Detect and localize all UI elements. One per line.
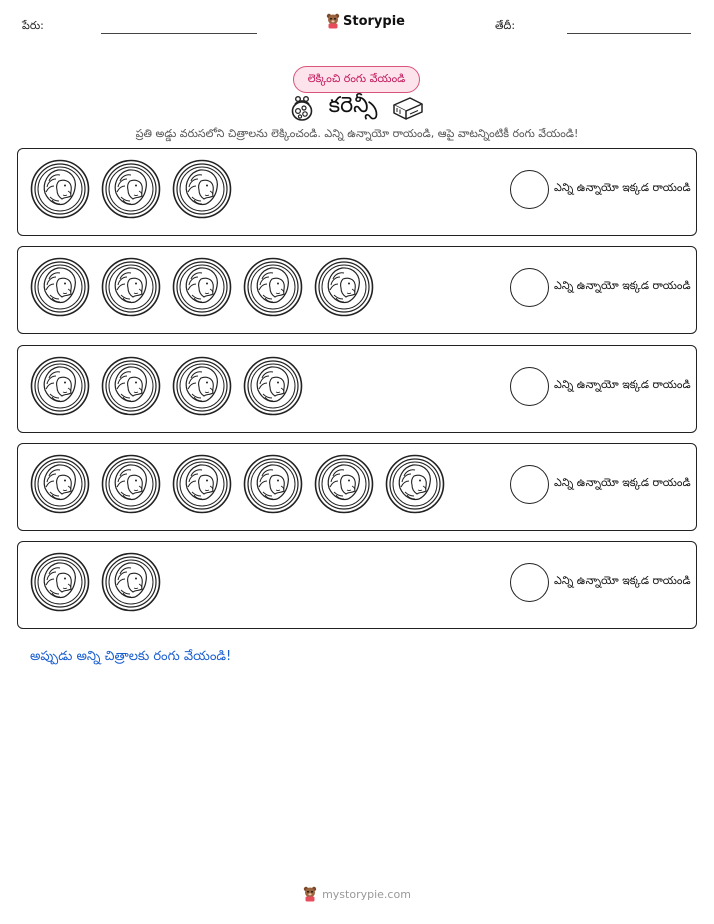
lion-coin-icon[interactable] — [30, 159, 90, 219]
activity-type-badge: లెక్కించి రంగు వేయండి — [293, 66, 420, 93]
lion-coin-icon[interactable] — [30, 552, 90, 612]
lion-coin-icon[interactable] — [172, 159, 232, 219]
lion-coin-icon[interactable] — [172, 454, 232, 514]
coin-group — [30, 257, 374, 317]
banknote-bundle-icon — [391, 95, 425, 121]
coloring-reminder: అప్పుడు అన్ని చిత్రాలకు రంగు వేయండి! — [30, 649, 232, 664]
answer-circle[interactable] — [510, 367, 549, 406]
coin-group — [30, 552, 161, 612]
worksheet-header — [0, 0, 714, 50]
worksheet-title-row — [0, 92, 714, 124]
coin-purse-icon — [289, 94, 315, 122]
lion-coin-icon[interactable] — [314, 257, 374, 317]
lion-coin-icon[interactable] — [101, 552, 161, 612]
counting-row-5 — [17, 541, 697, 629]
answer-circle[interactable] — [510, 465, 549, 504]
lion-coin-icon[interactable] — [243, 257, 303, 317]
counting-row-2 — [17, 246, 697, 334]
answer-prompt: ఎన్ని ఉన్నాయో ఇక్కడ రాయండి — [554, 574, 691, 587]
counting-row-1 — [17, 148, 697, 236]
lion-coin-icon[interactable] — [385, 454, 445, 514]
lion-coin-icon[interactable] — [243, 454, 303, 514]
lion-coin-icon[interactable] — [30, 454, 90, 514]
counting-row-3 — [17, 345, 697, 433]
answer-prompt: ఎన్ని ఉన్నాయో ఇక్కడ రాయండి — [554, 476, 691, 489]
date-label: తేదీ: — [495, 19, 516, 32]
lion-coin-icon[interactable] — [101, 454, 161, 514]
worksheet-instructions: ప్రతి అడ్డు వరుసలోని చిత్రాలను లెక్కించండి. ఎన్ని ఉన్నాయో రాయండి, ఆపై వాటన్నింటికీ రంగు వేయండి! — [135, 127, 579, 140]
lion-coin-icon[interactable] — [30, 356, 90, 416]
lion-coin-icon[interactable] — [101, 159, 161, 219]
answer-circle[interactable] — [510, 170, 549, 209]
storypie-bear-icon — [303, 886, 317, 902]
brand-logo — [326, 13, 405, 29]
site-url: mystorypie.com — [322, 887, 411, 901]
coin-group — [30, 159, 232, 219]
name-label: పేరు: — [22, 19, 44, 32]
worksheet-title: కరెన్సీ — [328, 93, 378, 118]
answer-prompt: ఎన్ని ఉన్నాయో ఇక్కడ రాయండి — [554, 279, 691, 292]
answer-circle[interactable] — [510, 563, 549, 602]
lion-coin-icon[interactable] — [172, 257, 232, 317]
lion-coin-icon[interactable] — [172, 356, 232, 416]
counting-row-4 — [17, 443, 697, 531]
site-footer — [0, 886, 714, 902]
lion-coin-icon[interactable] — [101, 356, 161, 416]
date-line — [567, 33, 691, 34]
answer-prompt: ఎన్ని ఉన్నాయో ఇక్కడ రాయండి — [554, 378, 691, 391]
lion-coin-icon[interactable] — [101, 257, 161, 317]
coin-group — [30, 356, 303, 416]
answer-circle[interactable] — [510, 268, 549, 307]
name-line — [101, 33, 257, 34]
coin-group — [30, 454, 445, 514]
answer-prompt: ఎన్ని ఉన్నాయో ఇక్కడ రాయండి — [554, 181, 691, 194]
brand-name: Storypie — [343, 13, 405, 29]
storypie-bear-icon — [326, 13, 340, 29]
lion-coin-icon[interactable] — [314, 454, 374, 514]
lion-coin-icon[interactable] — [243, 356, 303, 416]
lion-coin-icon[interactable] — [30, 257, 90, 317]
